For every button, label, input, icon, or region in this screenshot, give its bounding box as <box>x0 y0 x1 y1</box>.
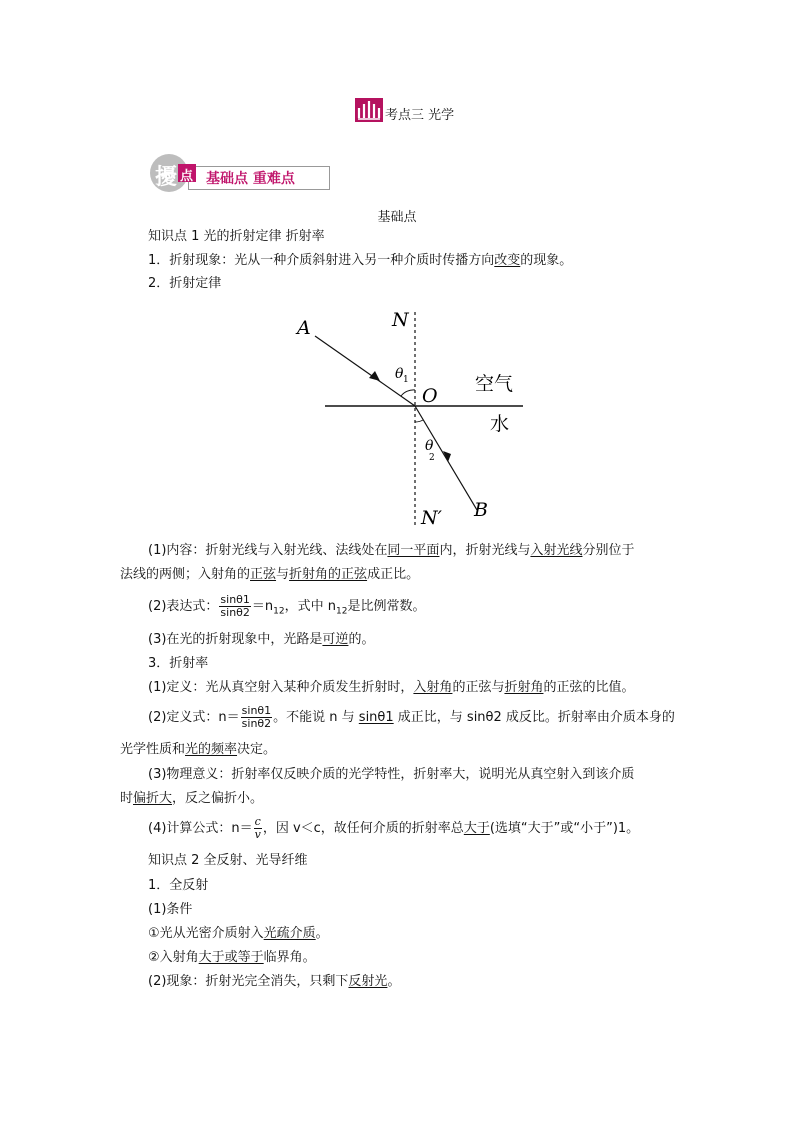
conditions-heading: (1)条件 <box>148 902 193 917</box>
refracted-ray <box>415 406 477 510</box>
index-formula-line2: 光学性质和光的频率决定。 <box>120 742 277 757</box>
index-formula-line1: (2)定义式：n＝ $\frac{\sin\theta 1}{\sin\theta 2}$ 。不能说 n 与 sinθ1 成正比，与 sinθ2 成反比。折射率由介质本身的 <box>148 704 675 730</box>
banner-badge-char2: 点 <box>180 169 194 184</box>
angle2-arc <box>415 420 423 422</box>
label-theta1-sub: 1 <box>403 375 409 385</box>
condition-1: ①光从光密介质射入光疏介质。 <box>148 926 329 941</box>
item-refraction-law: 2．折射定律 <box>148 276 222 291</box>
section-banner <box>148 152 328 194</box>
physical-meaning-line1: (3)物理意义：折射率仅反映介质的光学特性，折射率大，说明光从真空射入到该介质 <box>148 767 635 782</box>
knowledge-point-2-title: 知识点 2 全反射、光导纤维 <box>148 853 308 868</box>
expression-fraction: $\frac{\sin\theta 1}{\sin\theta 2}$ <box>220 593 250 619</box>
label-N: N <box>392 309 409 331</box>
physical-meaning-line2: 时偏折大，反之偏折小。 <box>120 791 264 806</box>
label-O: O <box>422 385 438 407</box>
item-refraction-phenomenon: 1．折射现象：光从一种介质斜射进入另一种介质时传播方向改变的现象。 <box>148 253 573 268</box>
label-theta2: θ <box>425 438 434 454</box>
label-B: B <box>474 499 488 521</box>
banner-label: 基础点 重难点 <box>206 171 295 187</box>
section-logo-icon <box>355 98 383 122</box>
condition-2: ②入射角大于或等于临界角。 <box>148 950 316 965</box>
label-air: 空气 <box>475 373 514 395</box>
section-title: 基础点 <box>377 210 417 225</box>
label-theta1: θ <box>395 366 404 382</box>
phenomenon: (2)现象：折射光完全消失，只剩下反射光。 <box>148 974 401 989</box>
knowledge-point-1-title: 知识点 1 光的折射定律 折射率 <box>148 229 325 244</box>
angle1-arc <box>401 390 415 396</box>
page-title: 考点三 光学 <box>385 108 455 123</box>
label-N-prime: N′ <box>421 507 442 529</box>
incident-arrow-icon <box>369 371 380 381</box>
item-refractive-index: 3．折射率 <box>148 656 209 671</box>
law-content-line2: 法线的两侧；入射角的正弦与折射角的正弦成正比。 <box>120 567 420 582</box>
reversible-path: (3)在光的折射现象中，光路是可逆的。 <box>148 632 375 647</box>
label-A: A <box>297 317 311 339</box>
banner-badge-char: 擾 <box>155 165 178 190</box>
law-content-line1: (1)内容：折射光线与入射光线、法线处在同一平面内，折射光线与入射光线分别位于 <box>148 543 635 558</box>
refraction-diagram <box>285 298 535 538</box>
calc-formula: (4)计算公式：n＝ $\frac{c}{v}$ ，因 v＜c，故任何介质的折射率总大于(选填“大于”或“小于”)1。 <box>148 815 640 841</box>
label-theta2-sub: 2 <box>429 453 435 463</box>
law-expression: (2)表达式： $\frac{\sin\theta 1}{\sin\theta 2}$ $=n_{12}$，式中 $n_{12}$是比例常数。 <box>148 593 426 619</box>
index-definition: (1)定义：光从真空射入某种介质发生折射时，入射角的正弦与折射角的正弦的比值。 <box>148 680 635 695</box>
item-total-reflection: 1．全反射 <box>148 878 209 893</box>
label-water: 水 <box>490 413 510 435</box>
